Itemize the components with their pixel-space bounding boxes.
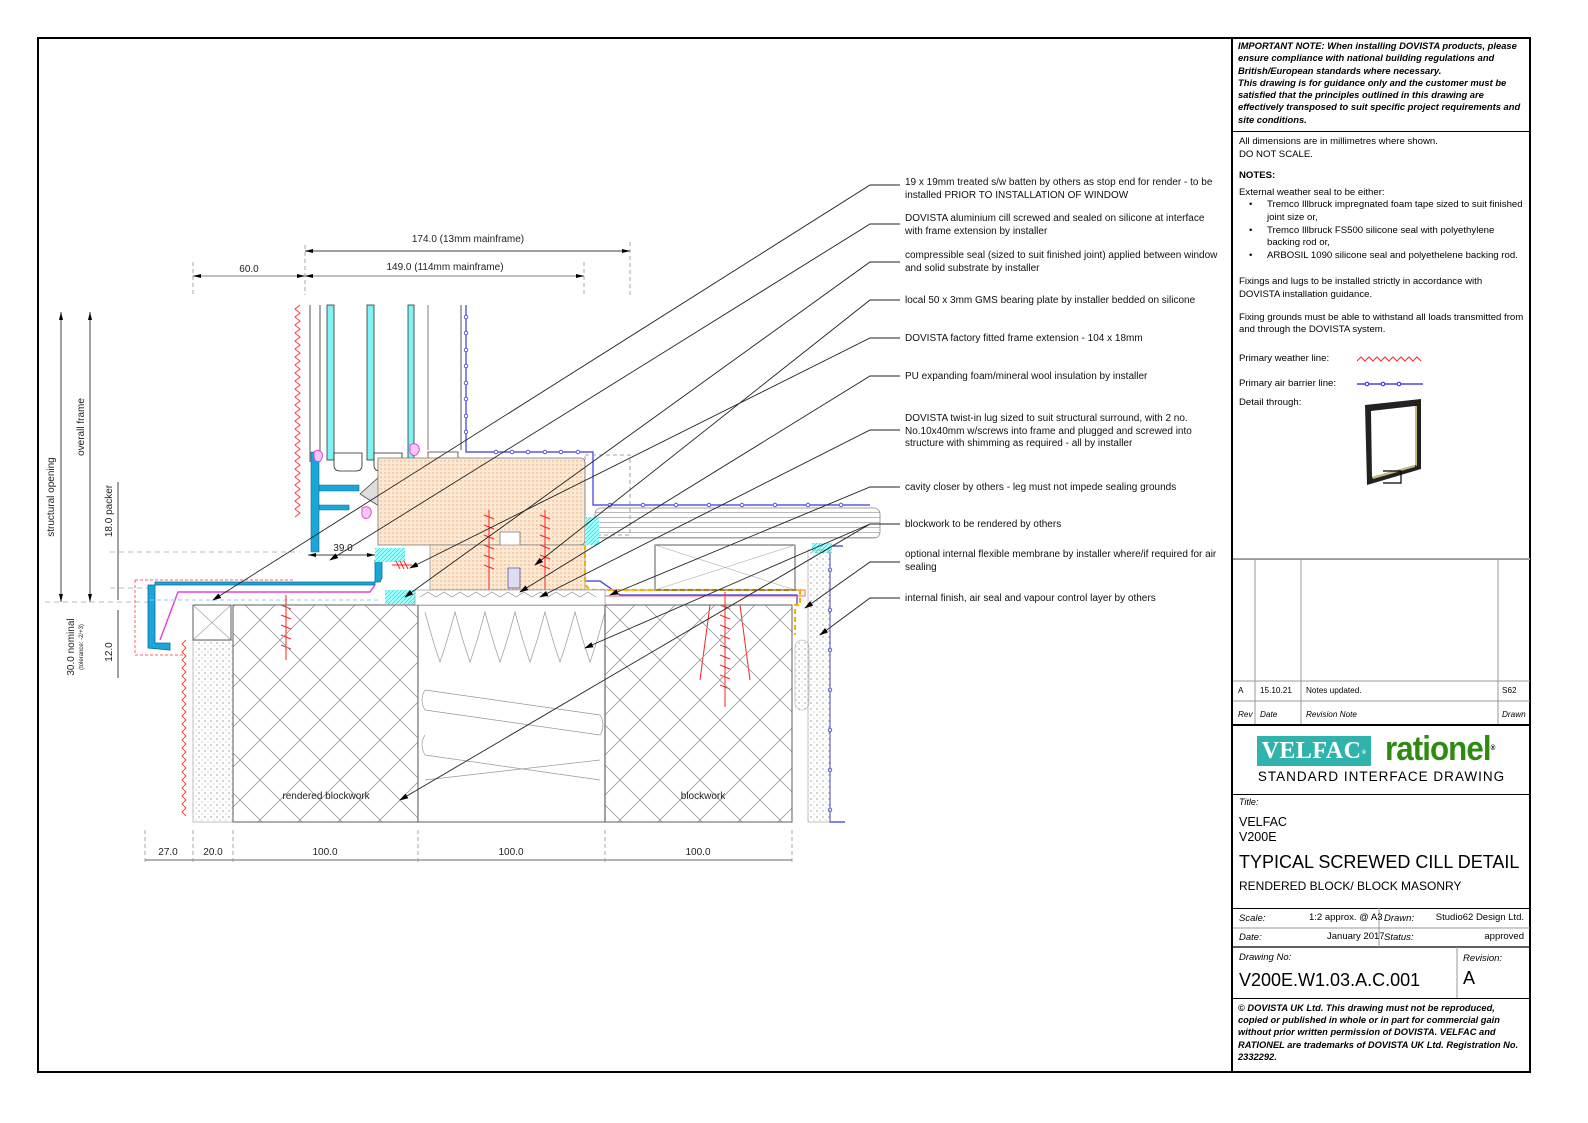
callout-blockwork-render: blockwork to be rendered by others [905,519,1062,530]
standard-interface-drawing: STANDARD INTERFACE DRAWING [1257,769,1506,784]
important-note [1233,38,1530,132]
notes-heading: NOTES: [1239,170,1276,182]
legend-air-barrier-label: Primary air barrier line: [1239,377,1337,389]
weather-line-icon [1357,355,1423,363]
rationel-logo-text: rationel [1385,730,1491,768]
legend-detail-label: Detail through: [1239,396,1302,408]
dim-39: 39.0 [333,543,353,554]
dim-twelve: 12.0 [104,642,115,662]
scale-value: 1:2 approx. @ A3 [1309,912,1383,923]
rev-row-date: 15.10.21 [1260,686,1292,695]
rev-row-rev: A [1238,686,1244,695]
scale-label: Scale: [1239,913,1266,924]
status-label: Status: [1384,932,1414,943]
dim-60: 60.0 [239,264,259,275]
window-frame-icon [1357,397,1427,492]
rationel-logo [1385,730,1494,768]
legend-air-barrier [1239,372,1524,397]
dim-bottom-27: 27.0 [158,847,178,858]
drawn-value: Studio62 Design Ltd. [1435,912,1524,923]
fixings-note: Fixings and lugs to be installed strictly in accordance with DOVISTA installation guidance. [1239,276,1483,300]
dim-structural-opening: structural opening [46,457,57,537]
drawing-no-label: Drawing No: [1239,952,1292,963]
title-sub: RENDERED BLOCK/ BLOCK MASONRY [1239,879,1462,893]
revision-label: Revision: [1463,953,1503,964]
weather-line-render [182,640,186,816]
label-rendered-blockwork: rendered blockwork [282,791,370,802]
copyright-notice: © DOVISTA UK Ltd. This drawing must not be reproduced, copied or published in whole or in part for commercial gain without prior written permission of DOVISTA. VELFAC and RATIONEL are trademarks of DOVISTA UK Ltd. Registration No. 2332292. [1233,998,1530,1072]
title-label: Title: [1239,797,1259,807]
weather-seal-option: • Tremco Illbruck FS500 silicone seal with polyethylene backing rod or, [1259,225,1524,250]
weather-seal-intro: External weather seal to be either: [1239,186,1385,198]
dim-packer: 18.0 packer [104,484,115,538]
dim-bottom-100c: 100.0 [685,847,711,858]
rev-row-note: Notes updated. [1306,686,1362,695]
revision-table [1233,558,1530,725]
rationel-registered: ® [1490,745,1495,752]
callout-internal-finish: internal finish, air seal and vapour control layer by others [905,593,1156,604]
weather-seal-options [1239,199,1524,262]
dim-174: 174.0 (13mm mainframe) [411,234,525,245]
date-label: Date: [1239,932,1262,943]
dim-bottom-100b: 100.0 [498,847,524,858]
callout-twist-in-lug: DOVISTA twist-in lug sized to suit structural surround, with 2 no. No.10x40mm w/screws into frame and plugged and screwed into structure with shimming as required - all by installer [905,413,1192,449]
rev-row-drawn: S62 [1502,686,1517,695]
legend-detail-through [1239,397,1524,492]
dim-149: 149.0 (114mm mainframe) [386,262,504,273]
blockwork-internal [605,605,792,822]
important-note-text2: This drawing is for guidance only and the customer must be satisfied that the principles outlined in this drawing are effectively transposed to suit specific project requirements and site conditions. [1238,76,1521,125]
callout-internal-membrane: optional internal flexible membrane by installer where/if required for air sealing [905,549,1217,573]
cavity-insulation [418,605,605,822]
rendered-blockwork [233,605,418,822]
dimensions-note-2: DO NOT SCALE. [1239,148,1313,160]
weather-seal-option: • ARBOSIL 1090 silicone seal and polyethelene backing rod. [1259,250,1524,263]
velfac-logo [1257,736,1371,766]
rev-header-note: Revision Note [1306,710,1357,719]
weather-seal-option: • Tremco Illbruck impregnated foam tape sized to suit finished joint size or, [1259,199,1524,224]
air-barrier-line-icon [1357,380,1423,388]
internal-window-board [595,508,880,538]
callout-compressible-seal: compressible seal (sized to suit finished joint) applied between window and solid substrate by installer [905,250,1218,274]
fixing-grounds-note: Fixing grounds must be able to withstand all loads transmitted from and through the DOVISTA system. [1239,311,1524,336]
title-main: TYPICAL SCREWED CILL DETAIL [1239,852,1520,872]
velfac-logo-text: VELFAC [1261,738,1362,764]
rev-header-rev: Rev [1238,710,1253,719]
callout-frame-extension: DOVISTA factory fitted frame extension - 104 x 18mm [905,333,1143,344]
velfac-registered: ® [1361,750,1367,756]
drawing-title-block [1233,793,1530,909]
legend-weather-label: Primary weather line: [1239,352,1330,364]
weather-line-external [295,305,300,517]
dim-overall-frame: overall frame [76,398,87,456]
dim-bottom-100a: 100.0 [312,847,338,858]
important-note-heading: IMPORTANT NOTE: [1238,40,1325,51]
callout-pu-foam: PU expanding foam/mineral wool insulation by installer [905,371,1148,382]
title-product-line1: VELFAC [1239,815,1287,829]
seal-interior [585,517,599,545]
notes-section [1233,134,1530,494]
brand-block [1233,724,1530,795]
title-product-line2: V200E [1239,830,1277,844]
dim-tolerance: (tolerance: -2/+3) [79,624,85,670]
label-blockwork: blockwork [680,791,726,802]
status-value: approved [1484,931,1524,942]
drawing-info-block [1233,908,1530,998]
render-layer [193,640,233,822]
twist-in-lug [508,568,520,588]
legend-weather-line [1239,347,1524,372]
dimensions-note-1: All dimensions are in millimetres where shown. [1239,136,1438,147]
callout-render-batten: 19 x 19mm treated s/w batten by others as stop end for render - to be installed PRIOR TO INSTALLATION OF WINDOW [905,177,1213,201]
important-note-text1: When installing DOVISTA products, please ensure compliance with national building regulations and British/European standards where necessary. [1238,40,1517,76]
callout-aluminium-cill: DOVISTA aluminium cill screwed and sealed on silicone at interface with frame extension by installer [905,213,1205,237]
rev-header-drawn: Drawn [1502,710,1526,719]
rev-header-date: Date [1260,710,1278,719]
revision-value: A [1463,968,1476,988]
dim-nominal: 30.0 nominal [66,618,77,676]
internal-plaster [808,550,830,822]
date-value: January 2017 [1327,931,1385,942]
drawing-no-value: V200E.W1.03.A.C.001 [1239,970,1421,990]
pu-foam-insulation [430,545,585,590]
title-block-panel [1231,38,1530,1072]
drawn-label: Drawn: [1384,913,1415,924]
callout-bearing-plate: local 50 x 3mm GMS bearing plate by installer bedded on silicone [905,295,1196,306]
dim-bottom-20: 20.0 [203,847,223,858]
callout-cavity-closer: cavity closer by others - leg must not impede sealing grounds [905,482,1177,493]
